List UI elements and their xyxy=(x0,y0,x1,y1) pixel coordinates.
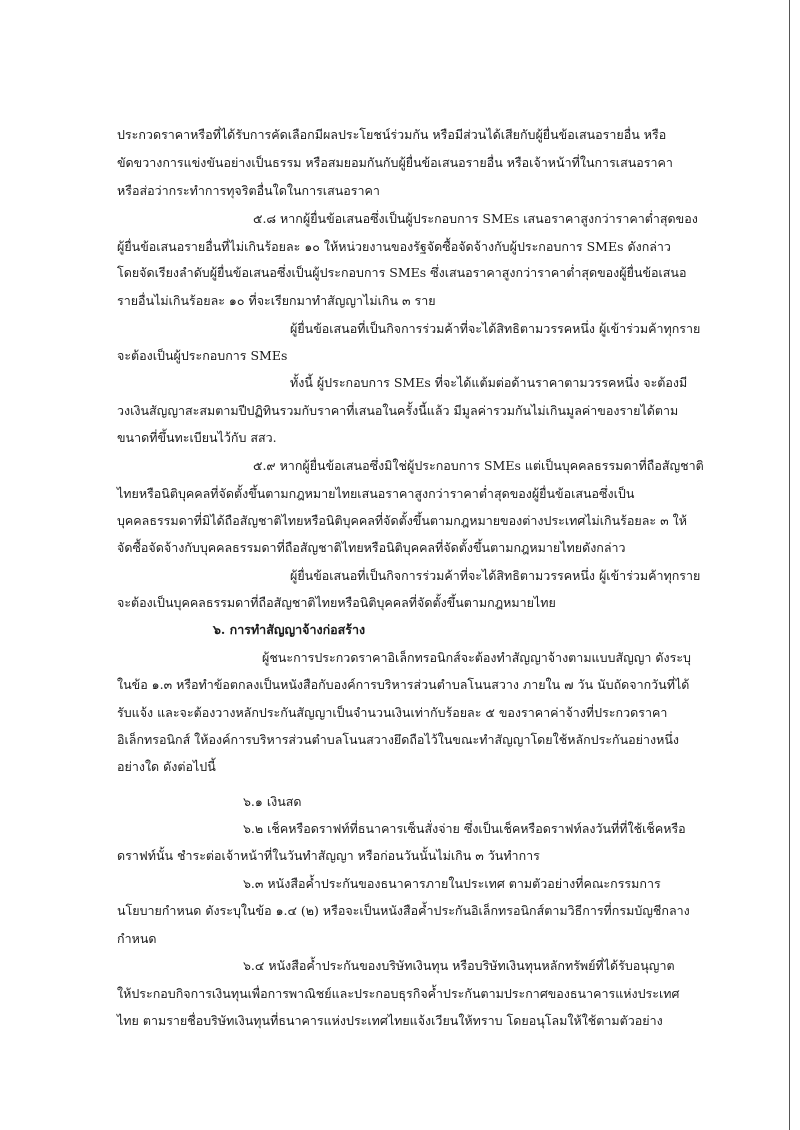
text-line: ขัดขวางการแข่งขันอย่างเป็นธรรม หรือสมยอมกันกับผู้ยื่นข้อเสนอรายอื่น หรือเจ้าหน้าที่ในการเสนอราคา xyxy=(117,155,673,170)
text-line: จัดซื้อจัดจ้างกับบุคคลธรรมดาที่ถือสัญชาติไทยหรือนิติบุคคลที่จัดตั้งขึ้นตามกฎหมายไทยดังกล่าว xyxy=(117,540,626,555)
page-edge-line xyxy=(789,0,790,1130)
text-line: ผู้ยื่นข้อเสนอรายอื่นที่ไม่เกินร้อยละ ๑๐ ให้หน่วยงานของรัฐจัดซื้อจัดจ้างกับผู้ประกอบการ SMEs ดังกล่าว xyxy=(117,239,671,254)
text-line: ผู้ยื่นข้อเสนอที่เป็นกิจการร่วมค้าที่จะได้สิทธิตามวรรคหนึ่ง ผู้เข้าร่วมค้าทุกราย xyxy=(290,568,701,583)
text-line: ไทย ตามรายชื่อบริษัทเงินทุนที่ธนาคารแห่งประเทศไทยแจ้งเวียนให้ทราบ โดยอนุโลมให้ใช้ตามตัวอย่าง xyxy=(117,1013,663,1028)
text-line: ไทยหรือนิติบุคคลที่จัดตั้งขึ้นตามกฎหมายไทยเสนอราคาสูงกว่าราคาต่ำสุดของผู้ยื่นข้อเสนอซึ่งเป็น xyxy=(117,486,635,501)
text-line: บุคคลธรรมดาที่มิได้ถือสัญชาติไทยหรือนิติบุคคลที่จัดตั้งขึ้นตามกฎหมายของต่างประเทศไม่เกินร้อยละ ๓ ให้ xyxy=(117,513,687,528)
text-line: ๕.๘ หากผู้ยื่นข้อเสนอซึ่งเป็นผู้ประกอบการ SMEs เสนอราคาสูงกว่าราคาต่ำสุดของ xyxy=(253,211,698,226)
text-line: ๖.๑ เงินสด xyxy=(243,794,302,809)
text-line: หรือส่อว่ากระทำการทุจริตอื่นใดในการเสนอราคา xyxy=(117,183,380,198)
section-heading: ๖. การทำสัญญาจ้างก่อสร้าง xyxy=(213,622,366,637)
text-line: ๖.๒ เช็คหรือดราฟท์ที่ธนาคารเซ็นสั่งจ่าย ซึ่งเป็นเช็คหรือดราฟท์ลงวันที่ที่ใช้เช็คหรือ xyxy=(243,821,686,836)
text-line: กำหนด xyxy=(117,931,157,946)
text-line: ๕.๙ หากผู้ยื่นข้อเสนอซึ่งมิใช่ผู้ประกอบการ SMEs แต่เป็นบุคคลธรรมดาที่ถือสัญชาติ xyxy=(253,458,704,473)
text-line: จะต้องเป็นบุคคลธรรมดาที่ถือสัญชาติไทยหรือนิติบุคคลที่จัดตั้งขึ้นตามกฎหมายไทย xyxy=(117,595,556,610)
text-line: ให้ประกอบกิจการเงินทุนเพื่อการพาณิชย์และประกอบธุรกิจค้ำประกันตามประกาศของธนาคารแห่งประเทศ xyxy=(117,986,680,1001)
text-line: ดราฟท์นั้น ชำระต่อเจ้าหน้าที่ในวันทำสัญญา หรือก่อนวันนั้นไม่เกิน ๓ วันทำการ xyxy=(117,848,540,863)
text-line: นโยบายกำหนด ดังระบุในข้อ ๑.๔ (๒) หรือจะเป็นหนังสือค้ำประกันอิเล็กทรอนิกส์ตามวิธีการที่กรมบัญชีกลาง xyxy=(117,903,690,918)
text-line: อิเล็กทรอนิกส์ ให้องค์การบริหารส่วนตำบลโนนสวางยึดถือไว้ในขณะทำสัญญาโดยใช้หลักประกันอย่างหนึ่ง xyxy=(117,732,679,747)
text-line: ผู้ยื่นข้อเสนอที่เป็นกิจการร่วมค้าที่จะได้สิทธิตามวรรคหนึ่ง ผู้เข้าร่วมค้าทุกราย xyxy=(290,321,701,336)
text-line: อย่างใด ดังต่อไปนี้ xyxy=(117,759,216,774)
text-line: รับแจ้ง และจะต้องวางหลักประกันสัญญาเป็นจำนวนเงินเท่ากับร้อยละ ๕ ของราคาค่าจ้างที่ประกวดราคา xyxy=(117,705,668,720)
text-line: ผู้ชนะการประกวดราคาอิเล็กทรอนิกส์จะต้องทำสัญญาจ้างตามแบบสัญญา ดังระบุ xyxy=(262,650,691,665)
text-line: ทั้งนี้ ผู้ประกอบการ SMEs ที่จะได้แต้มต่อด้านราคาตามวรรคหนึ่ง จะต้องมี xyxy=(290,375,688,390)
text-line: โดยจัดเรียงลำดับผู้ยื่นข้อเสนอซึ่งเป็นผู้ประกอบการ SMEs ซึ่งเสนอราคาสูงกว่าราคาต่ำสุดของผู้ยื่นข้อเสนอ xyxy=(117,265,687,280)
text-line: ๖.๔ หนังสือค้ำประกันของบริษัทเงินทุน หรือบริษัทเงินทุนหลักทรัพย์ที่ได้รับอนุญาต xyxy=(243,958,675,973)
text-line: วงเงินสัญญาสะสมตามปีปฏิทินรวมกับราคาที่เสนอในครั้งนี้แล้ว มีมูลค่ารวมกันไม่เกินมูลค่าของรายได้ตาม xyxy=(117,403,679,418)
text-line: ขนาดที่ขึ้นทะเบียนไว้กับ สสว. xyxy=(117,430,277,445)
text-line: รายอื่นไม่เกินร้อยละ ๑๐ ที่จะเรียกมาทำสัญญาไม่เกิน ๓ ราย xyxy=(117,293,436,308)
text-line: จะต้องเป็นผู้ประกอบการ SMEs xyxy=(117,348,288,363)
text-line: ในข้อ ๑.๓ หรือทำข้อตกลงเป็นหนังสือกับองค์การบริหารส่วนตำบลโนนสวาง ภายใน ๗ วัน นับถัดจากวันที่ได้ xyxy=(117,677,690,692)
text-line: ๖.๓ หนังสือค้ำประกันของธนาคารภายในประเทศ ตามตัวอย่างที่คณะกรรมการ xyxy=(243,876,661,891)
text-line: ประกวดราคาหรือที่ได้รับการคัดเลือกมีผลประโยชน์ร่วมกัน หรือมีส่วนได้เสียกับผู้ยื่นข้อเสนอรายอื่น หรือ xyxy=(117,127,667,142)
